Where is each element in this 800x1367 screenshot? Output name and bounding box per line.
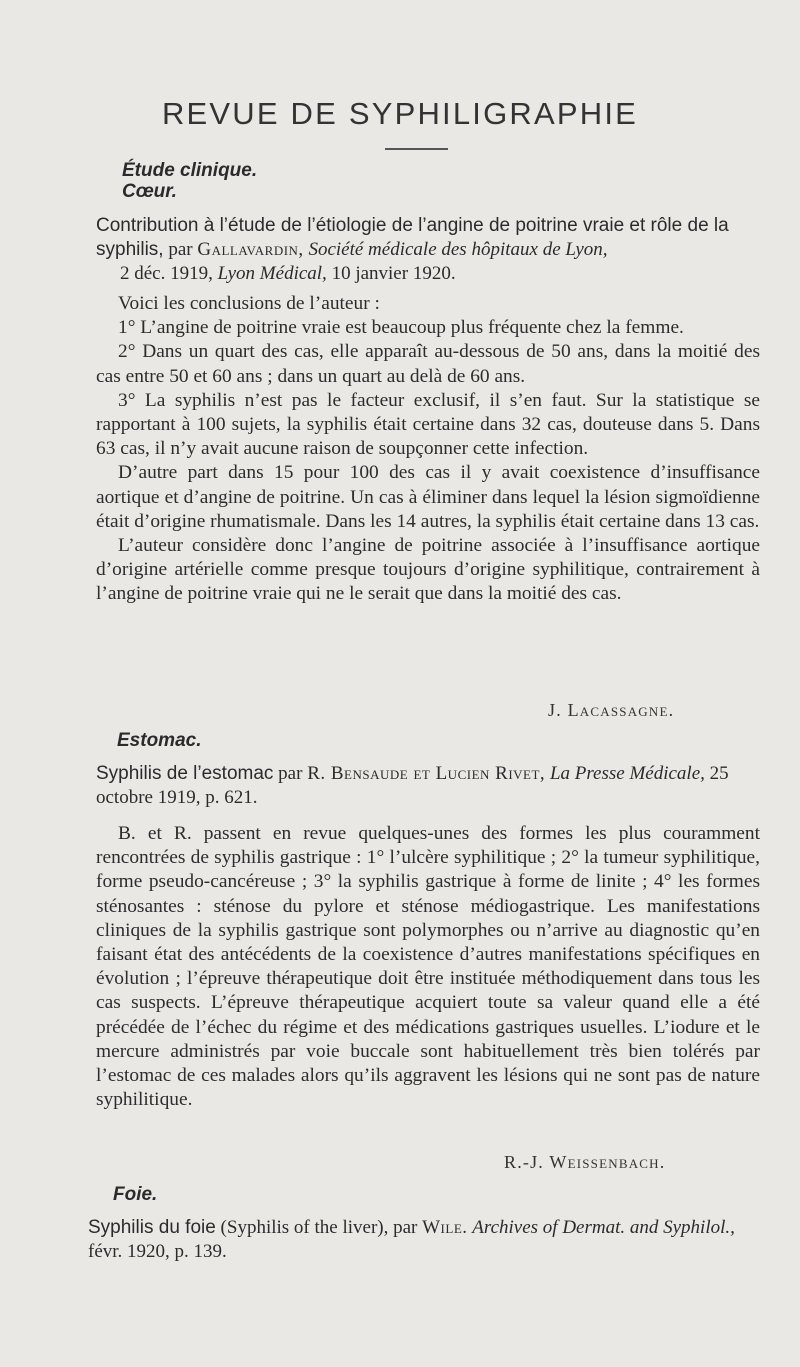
article-citation-line — [96, 262, 760, 286]
article-heading-foie — [88, 1216, 760, 1264]
paragraph: 3° La syphilis n’est pas le facteur exclusif, il s’en faut. Sur la statistique se rapportant à 100 sujets, la syphilis était certaine dans 32 cas, douteuse dans 5. Dans 63 cas, il n’y avait aucune raison de soupçonner cette infection. — [96, 389, 760, 460]
page-title: REVUE DE SYPHILIGRAPHIE — [161, 96, 639, 131]
paragraph: B. et R. passent en revue quelques-unes des formes les plus couramment rencontrées de syphilis gastrique : 1° l’ulcère syphilitique ; 2° la tumeur syphilitique, forme pseudo-cancéreuse ; 3° la syphilis gastrique à forme de linite ; 4° les formes sténosantes : sténose du pylore et sténose médiogastrique. Les manifestations cliniques de la syphilis gastrique sont polymorphes ou n’arrive au diagnostic qu’en faisant état des antécédents de la coexistence d’autres manifestations spécifiques en évolution ; l’épreuve thérapeutique doit être instituée méthodiquement dans tous les cas suspects. L’épreuve thérapeutique acquiert toute sa valeur quand elle a été précédée de l’échec du régime et des médications gastriques usuelles. L’iodure et le mercure administrés par voie buccale sont habituellement très bien tolérés par l’estomac de ces malades alors qu’ils aggravent les lésions qui ne sont pas de nature syphilitique. — [96, 823, 760, 1111]
section-heading-etude-clinique: Étude clinique. — [122, 160, 258, 181]
article-author: R. Bensaude et Lucien Rivet, — [307, 763, 546, 784]
article-date: 2 déc. 1919, — [120, 263, 213, 284]
paragraph: D’autre part dans 15 pour 100 des cas il y avait coexistence d’insuffisance aortique et d’angine de poitrine. Un cas à éliminer dans lequel la lésion sigmoïdienne était d’origine rhumatismale. Dans les 14 autres, la syphilis était certaine dans 13 cas. — [96, 462, 760, 532]
article-author: Gallavardin, — [197, 239, 304, 260]
section-heading-coeur: Cœur. — [122, 181, 177, 202]
article-by: par — [168, 239, 193, 260]
title-divider — [385, 148, 448, 150]
article-title: Contribution à l’étude de l’étiologie de l’angine de poitrine vraie et rôle de la syphilis, — [96, 215, 729, 260]
article-body-estomac — [96, 822, 760, 1112]
section-heading-foie: Foie. — [113, 1184, 158, 1205]
article-source-2: Lyon Médical, — [217, 263, 327, 284]
paragraph: 2° Dans un quart des cas, elle apparaît au-dessous de 50 ans, dans la moitié des cas entre 50 et 60 ans ; dans un quart au delà de 60 ans. — [96, 341, 760, 387]
article-by: par — [393, 1217, 418, 1238]
article-date-2: 10 janvier 1920. — [331, 263, 456, 284]
paragraph: 1° L’angine de poitrine vraie est beaucoup plus fréquente chez la femme. — [118, 317, 684, 339]
article-author: Wile. — [422, 1217, 468, 1238]
signature-weissenbach: R.-J. Weissenbach. — [504, 1152, 666, 1172]
article-heading-estomac — [96, 762, 760, 810]
article-title: Syphilis de l’estomac — [96, 763, 274, 784]
paragraph: L’auteur considère donc l’angine de poitrine associée à l’insuffisance aortique d’origine artérielle comme presque toujours d’origine syphilitique, contrairement à l’angine de poitrine vraie qui ne le serait que dans la moitié des cas. — [96, 535, 760, 605]
article-source: Société médicale des hôpitaux de Lyon, — [308, 239, 608, 260]
article-title: Syphilis du foie — [88, 1217, 216, 1238]
paragraph: Voici les conclusions de l’auteur : — [118, 293, 380, 314]
section-heading-estomac: Estomac. — [117, 730, 202, 751]
article-date: févr. 1920, p. 139. — [88, 1241, 227, 1262]
article-heading-angine — [96, 214, 760, 286]
signature-lacassagne: J. Lacassagne. — [548, 700, 675, 720]
article-body-angine — [96, 292, 760, 607]
article-date: 25 octobre 1919, p. 621. — [96, 763, 729, 808]
article-source: La Presse Médicale, — [549, 763, 705, 784]
article-by: par — [278, 763, 303, 784]
article-source: Archives of Dermat. and Syphilol., — [472, 1217, 735, 1238]
article-subtitle: (Syphilis of the liver), — [220, 1217, 389, 1238]
